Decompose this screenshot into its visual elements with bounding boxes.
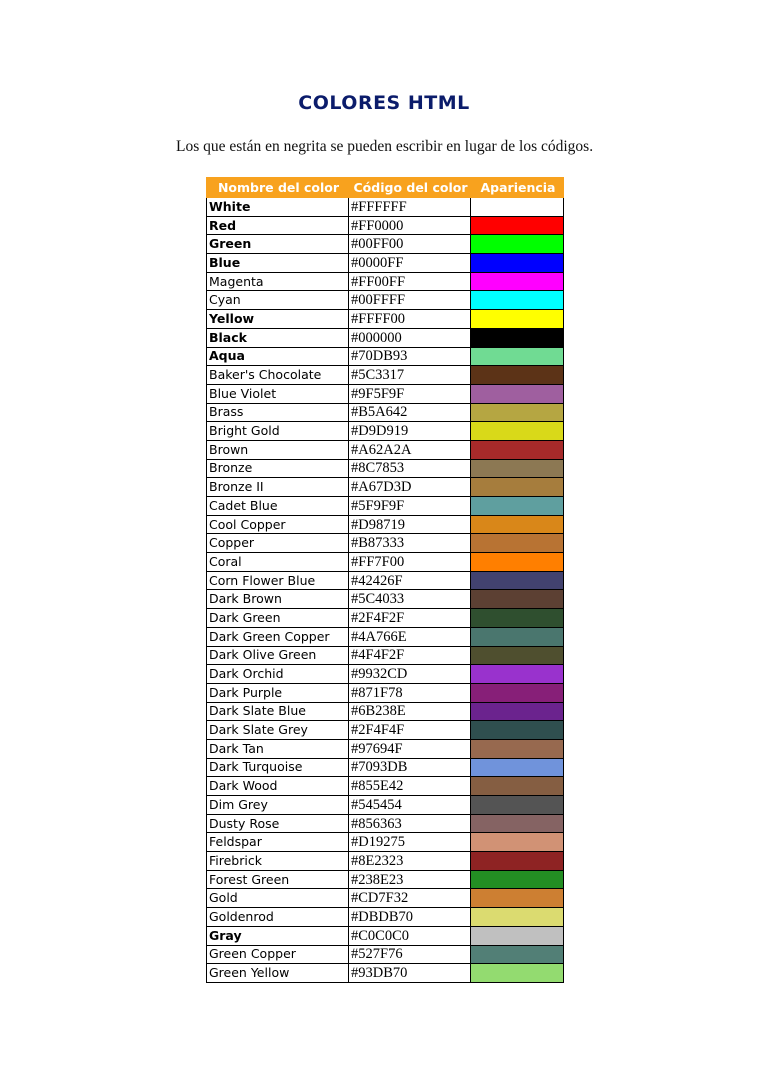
color-swatch-cell <box>471 739 564 758</box>
color-swatch-cell <box>471 422 564 441</box>
color-swatch-cell <box>471 758 564 777</box>
table-row <box>207 553 564 572</box>
color-swatch-cell <box>471 646 564 665</box>
color-name-cell: Black <box>207 328 349 347</box>
color-table <box>206 177 564 983</box>
table-row <box>207 497 564 516</box>
table-row <box>207 833 564 852</box>
color-code-cell: #855E42 <box>349 777 471 796</box>
table-row <box>207 964 564 983</box>
color-name-cell: Goldenrod <box>207 908 349 927</box>
column-header-appearance: Apariencia <box>471 178 564 198</box>
color-swatch-cell <box>471 964 564 983</box>
color-code-cell: #93DB70 <box>349 964 471 983</box>
color-swatch-cell <box>471 796 564 815</box>
color-code-cell: #871F78 <box>349 683 471 702</box>
color-name-cell: Gray <box>207 926 349 945</box>
table-row <box>207 777 564 796</box>
color-swatch-cell <box>471 254 564 273</box>
color-code-cell: #D9D919 <box>349 422 471 441</box>
color-name-cell: Green Copper <box>207 945 349 964</box>
color-swatch-cell <box>471 609 564 628</box>
color-code-cell: #2F4F2F <box>349 609 471 628</box>
color-name-cell: Cadet Blue <box>207 497 349 516</box>
color-swatch-cell <box>471 721 564 740</box>
color-code-cell: #8C7853 <box>349 459 471 478</box>
color-swatch-cell <box>471 870 564 889</box>
color-name-cell: Firebrick <box>207 852 349 871</box>
table-row <box>207 889 564 908</box>
table-row <box>207 665 564 684</box>
table-row <box>207 235 564 254</box>
color-name-cell: Gold <box>207 889 349 908</box>
color-swatch-cell <box>471 366 564 385</box>
color-code-cell: #856363 <box>349 814 471 833</box>
table-row <box>207 254 564 273</box>
table-row <box>207 384 564 403</box>
color-name-cell: Dark Tan <box>207 739 349 758</box>
color-name-cell: Brown <box>207 440 349 459</box>
color-name-cell: Blue Violet <box>207 384 349 403</box>
color-code-cell: #7093DB <box>349 758 471 777</box>
color-code-cell: #FFFF00 <box>349 310 471 329</box>
color-code-cell: #545454 <box>349 796 471 815</box>
color-name-cell: White <box>207 198 349 217</box>
table-row <box>207 609 564 628</box>
color-swatch-cell <box>471 272 564 291</box>
table-row <box>207 926 564 945</box>
page-title: COLORES HTML <box>298 92 470 114</box>
color-code-cell: #0000FF <box>349 254 471 273</box>
table-row <box>207 459 564 478</box>
color-swatch-cell <box>471 235 564 254</box>
table-row <box>207 440 564 459</box>
table-row <box>207 515 564 534</box>
color-name-cell: Red <box>207 216 349 235</box>
color-name-cell: Bronze <box>207 459 349 478</box>
color-swatch-cell <box>471 627 564 646</box>
column-header-name: Nombre del color <box>207 178 349 198</box>
color-code-cell: #527F76 <box>349 945 471 964</box>
color-code-cell: #FFFFFF <box>349 198 471 217</box>
color-swatch-cell <box>471 945 564 964</box>
color-code-cell: #D98719 <box>349 515 471 534</box>
table-row <box>207 590 564 609</box>
color-name-cell: Dim Grey <box>207 796 349 815</box>
color-code-cell: #4A766E <box>349 627 471 646</box>
color-code-cell: #70DB93 <box>349 347 471 366</box>
table-row <box>207 422 564 441</box>
color-swatch-cell <box>471 310 564 329</box>
color-swatch-cell <box>471 459 564 478</box>
table-row <box>207 814 564 833</box>
table-row <box>207 870 564 889</box>
table-row <box>207 198 564 217</box>
color-code-cell: #5C3317 <box>349 366 471 385</box>
color-swatch-cell <box>471 198 564 217</box>
color-swatch-cell <box>471 571 564 590</box>
table-row <box>207 758 564 777</box>
color-code-cell: #97694F <box>349 739 471 758</box>
color-name-cell: Dark Olive Green <box>207 646 349 665</box>
table-row <box>207 310 564 329</box>
color-swatch-cell <box>471 515 564 534</box>
color-name-cell: Dark Purple <box>207 683 349 702</box>
color-swatch-cell <box>471 328 564 347</box>
color-name-cell: Dark Orchid <box>207 665 349 684</box>
color-name-cell: Green Yellow <box>207 964 349 983</box>
color-code-cell: #FF00FF <box>349 272 471 291</box>
color-code-cell: #6B238E <box>349 702 471 721</box>
color-swatch-cell <box>471 852 564 871</box>
color-code-cell: #D19275 <box>349 833 471 852</box>
color-name-cell: Magenta <box>207 272 349 291</box>
color-swatch-cell <box>471 553 564 572</box>
color-swatch-cell <box>471 814 564 833</box>
color-name-cell: Forest Green <box>207 870 349 889</box>
color-code-cell: #00FFFF <box>349 291 471 310</box>
color-code-cell: #5F9F9F <box>349 497 471 516</box>
color-name-cell: Blue <box>207 254 349 273</box>
color-table-body <box>207 198 564 983</box>
table-row <box>207 571 564 590</box>
color-swatch-cell <box>471 291 564 310</box>
table-row <box>207 366 564 385</box>
table-row <box>207 702 564 721</box>
color-swatch-cell <box>471 777 564 796</box>
table-row <box>207 291 564 310</box>
color-code-cell: #000000 <box>349 328 471 347</box>
color-name-cell: Cool Copper <box>207 515 349 534</box>
color-name-cell: Green <box>207 235 349 254</box>
color-name-cell: Dark Brown <box>207 590 349 609</box>
color-swatch-cell <box>471 403 564 422</box>
color-name-cell: Dark Green Copper <box>207 627 349 646</box>
table-row <box>207 796 564 815</box>
page-subtitle: Los que están en negrita se pueden escribir en lugar de los códigos. <box>176 138 594 155</box>
table-row <box>207 721 564 740</box>
color-code-cell: #2F4F4F <box>349 721 471 740</box>
color-swatch-cell <box>471 440 564 459</box>
table-row <box>207 945 564 964</box>
table-row <box>207 216 564 235</box>
color-name-cell: Dark Slate Grey <box>207 721 349 740</box>
color-swatch-cell <box>471 833 564 852</box>
color-swatch-cell <box>471 497 564 516</box>
table-row <box>207 328 564 347</box>
color-name-cell: Feldspar <box>207 833 349 852</box>
color-swatch-cell <box>471 384 564 403</box>
color-swatch-cell <box>471 683 564 702</box>
color-code-cell: #9932CD <box>349 665 471 684</box>
color-swatch-cell <box>471 665 564 684</box>
color-name-cell: Coral <box>207 553 349 572</box>
table-header-row <box>207 178 564 198</box>
color-code-cell: #A62A2A <box>349 440 471 459</box>
table-row <box>207 739 564 758</box>
color-swatch-cell <box>471 478 564 497</box>
color-name-cell: Dusty Rose <box>207 814 349 833</box>
color-name-cell: Dark Turquoise <box>207 758 349 777</box>
color-code-cell: #B5A642 <box>349 403 471 422</box>
color-code-cell: #CD7F32 <box>349 889 471 908</box>
color-name-cell: Yellow <box>207 310 349 329</box>
table-row <box>207 646 564 665</box>
table-row <box>207 627 564 646</box>
color-name-cell: Corn Flower Blue <box>207 571 349 590</box>
color-name-cell: Bright Gold <box>207 422 349 441</box>
color-swatch-cell <box>471 908 564 927</box>
color-code-cell: #238E23 <box>349 870 471 889</box>
color-code-cell: #FF0000 <box>349 216 471 235</box>
color-swatch-cell <box>471 889 564 908</box>
table-row <box>207 478 564 497</box>
color-code-cell: #00FF00 <box>349 235 471 254</box>
color-code-cell: #FF7F00 <box>349 553 471 572</box>
color-code-cell: #B87333 <box>349 534 471 553</box>
color-name-cell: Dark Green <box>207 609 349 628</box>
color-swatch-cell <box>471 590 564 609</box>
table-row <box>207 272 564 291</box>
color-name-cell: Baker's Chocolate <box>207 366 349 385</box>
color-code-cell: #9F5F9F <box>349 384 471 403</box>
color-swatch-cell <box>471 926 564 945</box>
table-row <box>207 403 564 422</box>
color-name-cell: Copper <box>207 534 349 553</box>
color-code-cell: #42426F <box>349 571 471 590</box>
color-name-cell: Dark Slate Blue <box>207 702 349 721</box>
color-swatch-cell <box>471 216 564 235</box>
table-row <box>207 534 564 553</box>
color-code-cell: #DBDB70 <box>349 908 471 927</box>
color-swatch-cell <box>471 347 564 366</box>
color-name-cell: Bronze II <box>207 478 349 497</box>
table-row <box>207 347 564 366</box>
color-code-cell: #8E2323 <box>349 852 471 871</box>
table-row <box>207 683 564 702</box>
color-name-cell: Cyan <box>207 291 349 310</box>
column-header-code: Código del color <box>349 178 471 198</box>
color-code-cell: #5C4033 <box>349 590 471 609</box>
color-code-cell: #C0C0C0 <box>349 926 471 945</box>
table-row <box>207 908 564 927</box>
color-name-cell: Dark Wood <box>207 777 349 796</box>
color-swatch-cell <box>471 534 564 553</box>
color-swatch-cell <box>471 702 564 721</box>
color-name-cell: Aqua <box>207 347 349 366</box>
color-code-cell: #A67D3D <box>349 478 471 497</box>
color-name-cell: Brass <box>207 403 349 422</box>
color-code-cell: #4F4F2F <box>349 646 471 665</box>
table-row <box>207 852 564 871</box>
